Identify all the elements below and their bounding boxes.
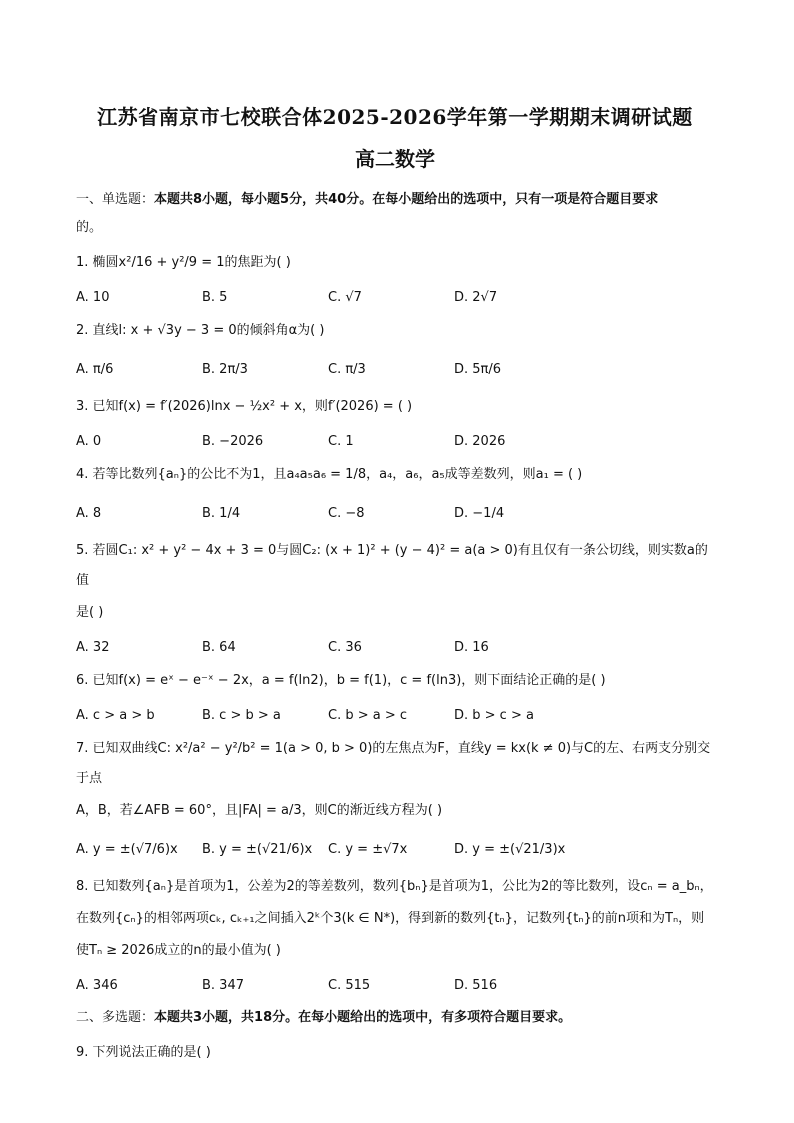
answer-option: B. 347	[202, 977, 244, 993]
question-block	[76, 734, 714, 866]
question-stem: 在数列{cₙ}的相邻两项cₖ, cₖ₊₁之间插入2ᵏ个3(k ∈ N*)，得到新的数列{tₙ}，记数列{tₙ}的前n项和为Tₙ，则	[76, 911, 705, 926]
answer-option: D. 516	[454, 977, 498, 993]
answer-option: A. π/6	[76, 361, 114, 377]
answer-option: D. −1/4	[454, 505, 505, 521]
section-description-cont: 的。	[76, 220, 103, 235]
question-block	[76, 392, 714, 454]
answer-options	[76, 972, 714, 998]
answer-option: D. b > c > a	[454, 707, 534, 723]
answer-options	[76, 428, 714, 454]
question-block	[76, 872, 714, 998]
answer-option: A. 346	[76, 977, 118, 993]
answer-option: C. √7	[328, 289, 362, 305]
answer-options	[76, 284, 714, 310]
answer-option: B. 2π/3	[202, 361, 248, 377]
answer-options	[76, 352, 714, 386]
question-block	[76, 248, 714, 310]
answer-option: B. 1/4	[202, 505, 241, 521]
answer-option: A. y = ±(√7/6)x	[76, 841, 178, 857]
section-description: 本题共8小题，每小题5分，共40分。在每小题给出的选项中，只有一项是符合题目要求	[154, 192, 659, 207]
question-block	[76, 536, 714, 660]
answer-option: A. c > a > b	[76, 707, 155, 723]
answer-option: A. 8	[76, 505, 102, 521]
question-9-stem: 9. 下列说法正确的是( )	[76, 1045, 211, 1060]
answer-option: B. 64	[202, 639, 236, 655]
answer-option: D. 16	[454, 639, 489, 655]
answer-option: D. y = ±(√21/3)x	[454, 841, 566, 857]
question-block	[76, 460, 714, 530]
answer-options	[76, 832, 714, 866]
question-stem: 8. 已知数列{aₙ}是首项为1，公差为2的等差数列，数列{bₙ}是首项为1，公比为2的等比数列，设cₙ = a_bₙ，	[76, 879, 713, 894]
question-stem: A，B，若∠AFB = 60°，且|FA| = a/3，则C的渐近线方程为( )	[76, 803, 443, 818]
question-list	[76, 248, 714, 998]
section-title: 二、多选题：	[76, 1010, 155, 1025]
answer-option: C. 36	[328, 639, 362, 655]
answer-option: C. y = ±√7x	[328, 841, 408, 857]
answer-option: B. y = ±(√21/6)x	[202, 841, 313, 857]
answer-option: D. 2√7	[454, 289, 498, 305]
answer-option: A. 10	[76, 289, 110, 305]
question-stem: 是( )	[76, 605, 104, 620]
question-block	[76, 666, 714, 728]
answer-options	[76, 496, 714, 530]
section-title: 一、单选题：	[76, 192, 155, 207]
question-stem: 7. 已知双曲线C: x²/a² − y²/b² = 1(a > 0, b > 0)的左焦点为F，直线y = kx(k ≠ 0)与C的左、右两支分别交于点	[76, 741, 711, 786]
answer-option: C. π/3	[328, 361, 366, 377]
question-stem: 1. 椭圆x²/16 + y²/9 = 1的焦距为( )	[76, 255, 291, 270]
page-title: 江苏省南京市七校联合体2025-2026学年第一学期期末调研试题	[97, 105, 693, 129]
answer-options	[76, 634, 714, 660]
answer-option: D. 5π/6	[454, 361, 502, 377]
section-heading-single-choice	[76, 186, 714, 214]
answer-option: A. 0	[76, 433, 102, 449]
section-description: 本题共3小题，共18分。在每小题给出的选项中，有多项符合题目要求。	[154, 1010, 572, 1025]
question-stem: 6. 已知f(x) = eˣ − e⁻ˣ − 2x，a = f(ln2)，b = f(1)，c = f(ln3)，则下面结论正确的是( )	[76, 673, 606, 688]
question-stem: 3. 已知f(x) = f′(2026)lnx − ½x² + x，则f′(2026) = ( )	[76, 399, 413, 414]
answer-option: D. 2026	[454, 433, 506, 449]
page-subtitle: 高二数学	[355, 147, 435, 171]
answer-option: C. 1	[328, 433, 354, 449]
answer-option: C. 515	[328, 977, 371, 993]
answer-option: A. 32	[76, 639, 110, 655]
section-heading-multi-choice	[76, 1004, 714, 1032]
answer-option: C. −8	[328, 505, 365, 521]
answer-option: B. −2026	[202, 433, 264, 449]
answer-option: B. 5	[202, 289, 228, 305]
answer-options	[76, 702, 714, 728]
question-block	[76, 316, 714, 386]
question-stem: 4. 若等比数列{aₙ}的公比不为1，且a₄a₅a₆ = 1/8，a₄，a₆，a₅成等差数列，则a₁ = ( )	[76, 467, 583, 482]
question-stem: 2. 直线l: x + √3y − 3 = 0的倾斜角α为( )	[76, 323, 325, 338]
question-stem: 5. 若圆C₁: x² + y² − 4x + 3 = 0与圆C₂: (x + 1)² + (y − 4)² = a(a > 0)有且仅有一条公切线，则实数a的值	[76, 543, 708, 588]
answer-option: C. b > a > c	[328, 707, 408, 723]
answer-option: B. c > b > a	[202, 707, 281, 723]
question-stem: 使Tₙ ≥ 2026成立的n的最小值为( )	[76, 943, 281, 958]
